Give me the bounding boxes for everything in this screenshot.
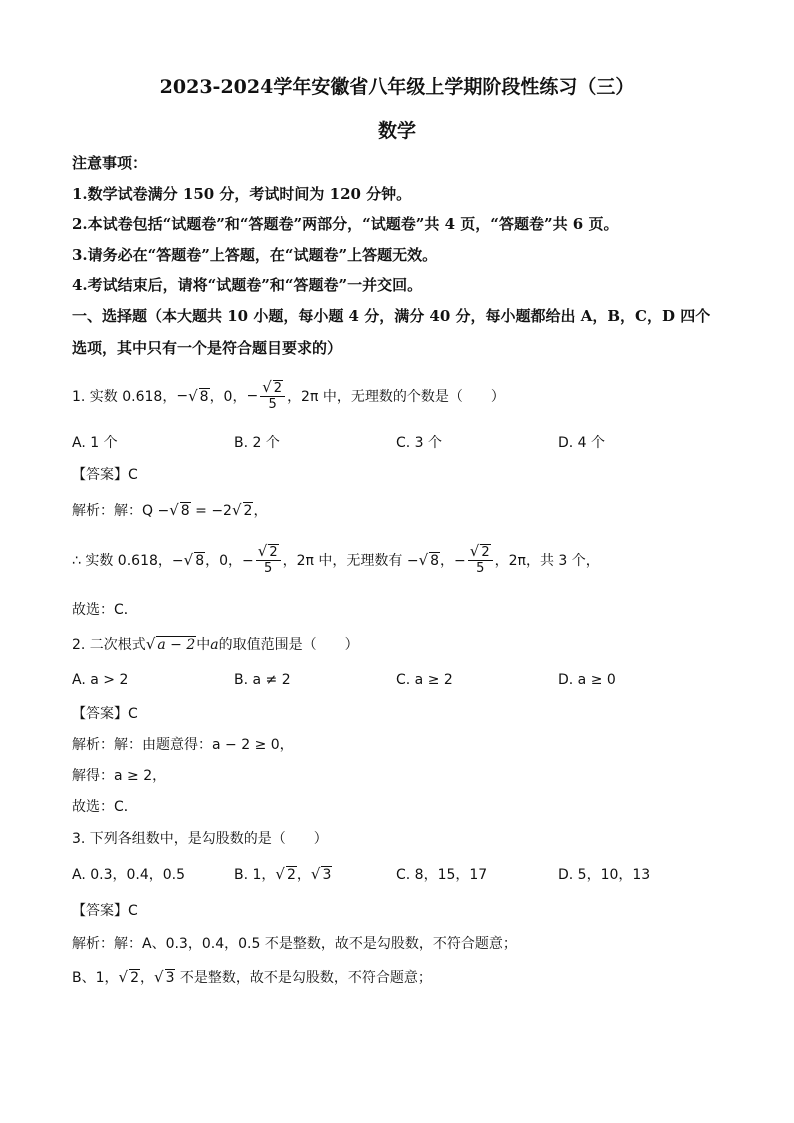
answer-label: 【答案】C (72, 706, 138, 722)
solution-line: ∴ 实数 0.618，− √ 8 ，0，− $\frac{√ 2}{5}$ ，2π 中，无理数有 − √ 8 ，− $\frac{√ 2}{5}$ ，2π，共 3 个， (72, 542, 600, 576)
solution-line: 解析：解：Q −√ 8 = −2√ 2， (72, 501, 268, 519)
option-d: D. 5，10，13 (558, 867, 651, 883)
option-a: A. a > 2 (72, 672, 129, 688)
solution-line: 解析：解：由题意得：a − 2 ≥ 0， (72, 737, 294, 753)
answer-label: 【答案】C (72, 467, 138, 483)
option-d: D. 4 个 (558, 435, 606, 451)
option-b: B. a ≠ 2 (234, 672, 291, 688)
option-a: A. 1 个 (72, 435, 118, 451)
notice-item: 1.数学试卷满分 150 分，考试时间为 120 分钟。 (72, 185, 412, 203)
option-b: B. 2 个 (234, 435, 280, 451)
question-2-stem: 2. 二次根式√ a − 2中a的取值范围是（ ） (72, 635, 359, 653)
page-title: 2023-2024学年安徽省八年级上学期阶段性练习（三） (159, 76, 635, 98)
choose-line: 故选：C． (72, 799, 138, 815)
question-3-stem: 3. 下列各组数中，是勾股数的是（ ） (72, 831, 328, 847)
subject-title: 数学 (377, 120, 416, 142)
answer-label: 【答案】C (72, 903, 138, 919)
notice-item: 4.考试结束后，请将“试题卷”和“答题卷”一并交回。 (72, 276, 423, 294)
notice-heading: 注意事项： (72, 154, 148, 172)
option-a: A. 0.3，0.4，0.5 (72, 867, 186, 883)
option-c: C. 3 个 (396, 435, 443, 451)
notice-item: 2.本试卷包括“试题卷”和“答题卷”两部分，“试题卷”共 4 页，“答题卷”共 6 页。 (72, 215, 619, 233)
notice-item: 3.请务必在“答题卷”上答题，在“试题卷”上答题无效。 (72, 246, 438, 264)
option-c: C. 8，15，17 (396, 867, 488, 883)
option-c: C. a ≥ 2 (396, 672, 453, 688)
solution-line: 解得：a ≥ 2， (72, 768, 167, 784)
section-heading: 一、选择题（本大题共 10 小题，每小题 4 分，满分 40 分，每小题都给出 A，B，C，D 四个 (72, 307, 711, 325)
solution-line: 解析：解：A、0.3，0.4，0.5 不是整数，故不是勾股数，不符合题意； (72, 936, 517, 952)
choose-line: 故选：C． (72, 602, 138, 618)
option-d: D. a ≥ 0 (558, 672, 616, 688)
solution-line: B、1，√ 2，√ 3 不是整数，故不是勾股数，不符合题意； (72, 968, 432, 986)
option-b: B. 1，√ 2，√ 3 (234, 865, 332, 883)
section-heading-cont: 选项，其中只有一个是符合题目要求的） (72, 339, 343, 357)
question-1-stem: 1. 实数 0.618， − √ 8 ，0， − $\frac{√ 2}{5}$ ，2π 中，无理数的个数是（ ） (72, 378, 505, 412)
